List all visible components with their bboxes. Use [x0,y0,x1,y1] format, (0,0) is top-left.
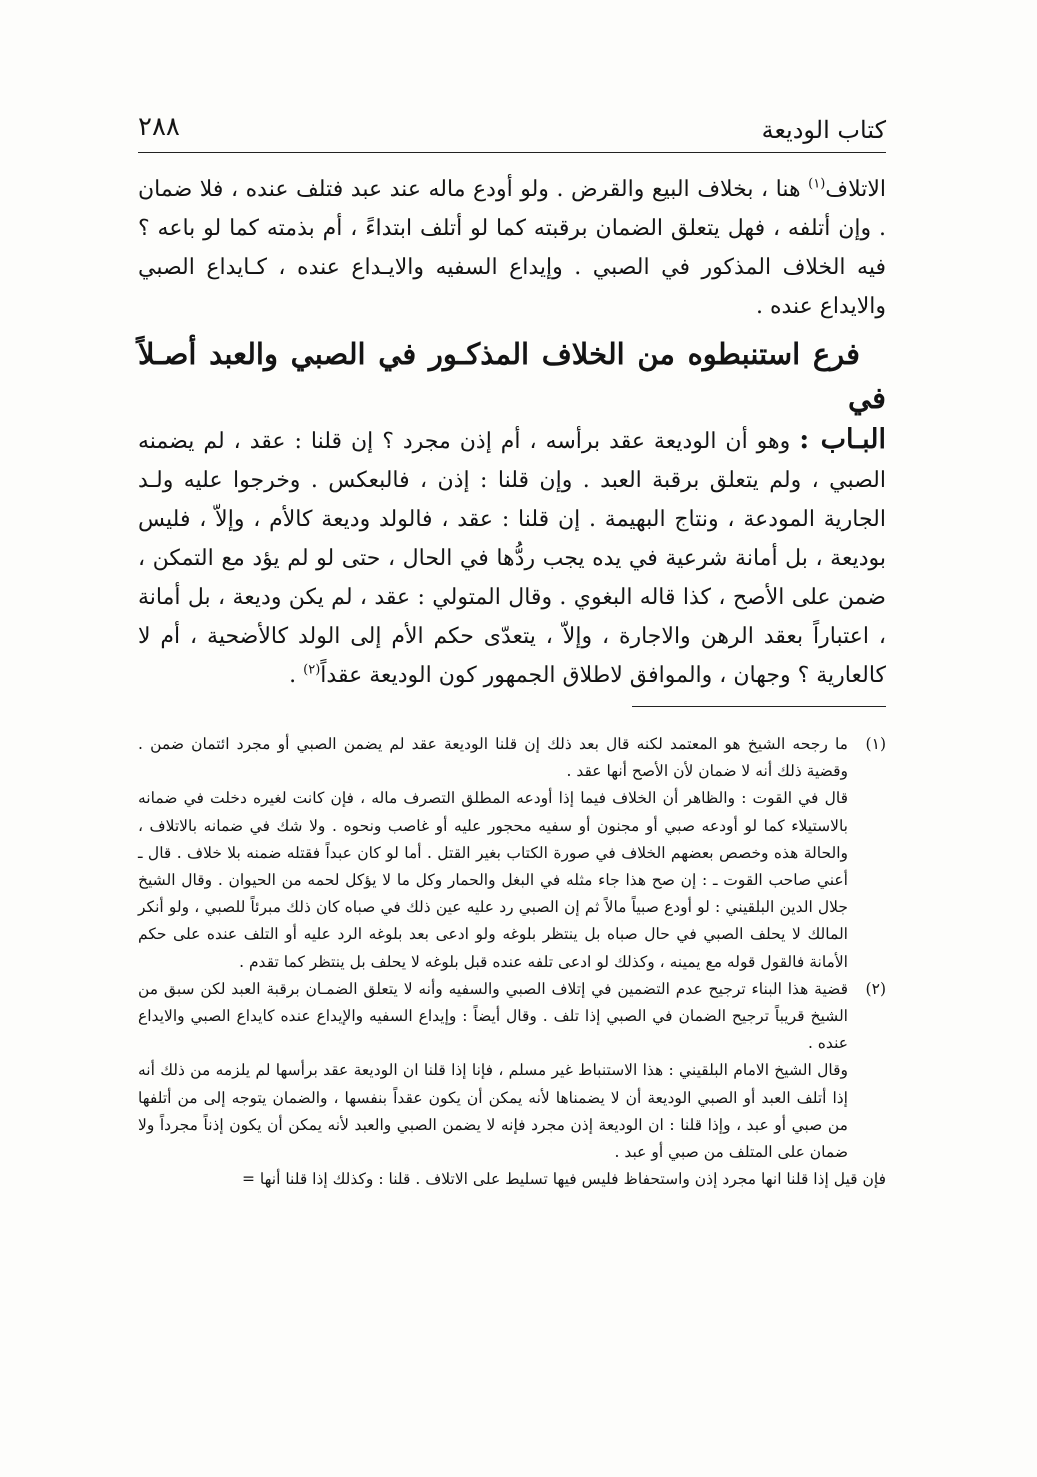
footnote-ref-2: (٢) [303,662,321,678]
footnote-2 [138,976,886,1058]
footnote-2-last-line: فإن قيل إذا قلنا انها مجرد إذن واستحفاظ فليس فيها تسليط على الاتلاف . قلنا : وكذلك إذا قلنا أنها = [241,1170,886,1189]
footnote-2-text: قضية هذا البناء ترجيح عدم التضمين في إتلاف الصبي والسفيه وأنه لا يتعلق الضمـان برقبة العبد لكن سبق من الشيخ قريباً ترجيح الضمان في الصبي إذا تلف . وقال أيضاً : وإيداع السفيه والإيداع عنده كايداع الصبي والايداع عنده . [138,979,848,1053]
paragraph-1-text: هنا ، بخلاف البيع والقرض . ولو أودع ماله عند عبد فتلف عنده ، فلا ضمان . وإن أتلفه ، فهل يتعلق الضمان برقبته كما لو أتلف ابتداءً ، أم بذمته كما لو باعه ؟ فيه الخلاف المذكور في الصبي . وإيداع السفيه والايـداع عنده ، كـايداع الصبي والايداع عنده . [138,177,886,319]
footnote-2-number: (٢) [865,979,886,998]
paragraph-2 [138,420,886,695]
paragraph-2-end: . [289,663,304,688]
paragraph-2-lead: البـاب : [799,424,886,455]
paragraph-2-text: وهو أن الوديعة عقد برأسه ، أم إذن مجرد ؟ إن قلنا : عقد ، لم يضمنه الصبي ، ولم يتعلق برقبة العبد . وإن قلنا : إذن ، فالبعكس . وخرجوا عليه ولـد الجارية المودعة ، ونتاج البهيمة . إن قلنا : عقد ، فالولد وديعة كالأم ، وإلاّ ، فليس بوديعة ، بل أمانة شرعية في يده يجب ردُّها في الحال ، حتى لو لم يؤد مع التمكن ، ضمن على الأصح ، كذا قاله البغوي . وقال المتولي : عقد ، لم يكن وديعة ، بل أمانة ، اعتباراً بعقد الرهن والاجارة ، وإلاّ ، يتعدّى حكم الأم إلى الولد كالأضحية ، أم لا كالعارية ؟ وجهان ، والموافق لاطلاق الجمهور كون الوديعة عقداً [138,429,886,688]
paragraph-1-start: الاتلاف [825,177,886,202]
section-heading: فرع استنبطوه من الخلاف المذكـور في الصبي والعبد أصـلاً في [138,337,886,415]
footnote-divider [632,706,886,707]
footnote-1-number: (١) [865,735,886,753]
footnote-1 [138,731,886,785]
footnote-1-text: ما رجحه الشيخ هو المعتمد لكنه قال بعد ذلك إن قلنا الوديعة عقد لم يضمن الصبي أو مجرد ائتمان ضمن . وقضية ذلك أنه لا ضمان لأن الأصح أنها عقد . [138,735,848,781]
paragraph-1 [138,170,886,326]
running-title: كتاب الوديعة [761,116,886,144]
footnote-2-continuation: وقال الشيخ الامام البلقيني : هذا الاستنباط غير مسلم ، فإنا إذا قلنا ان الوديعة عقد برأسها لم يلزمه من ذلك أنه إذا أتلف العبد أو الصبي الوديعة أن لا يضمناها لأنه يمكن أن يكون عقداً بنفسها ، والضمان يتوجه إلى من أتلفها من صبي أو عبد ، وإذا قلنا : ان الوديعة إذن مجرد فإنه لا يضمن الصبي والعبد لأنه يمكن أن يكون إذناً مجرداً ولا ضمان على المتلف من صبي أو عبد . [138,1061,848,1162]
main-text [138,170,886,695]
footnote-1-continuation: قال في القوت : والظاهر أن الخلاف فيما إذا أودعه المطلق التصرف ماله ، فإن كانت لغيره دخلت في ضمانه بالاستيلاء كما لو أودعه صبي أو مجنون أو سفيه محجور عليه أو غاصب ونحوه . ولا شك في ضمانه بالاتلاف ، والحالة هذه وخصص بعضهم الخلاف في صورة الكتاب بغير القتل . أما لو كان عبداً فقتله ضمنه بلا خلاف . قال ـ أعني صاحب القوت ـ : إن صح هذا جاء مثله في البغل والحمار وكل ما لا يؤكل لحمه من الحيوان . وقال الشيخ جلال الدين البلقيني : لو أودع صبياً مالاً ثم إن الصبي رد عليه عين ذلك في صباه كان ذلك مبرئاً للصبي ، ولو أنكر المالك لا يحلف الصبي في حال صباه بل ينتظر بلوغه ولو ادعى بعد بلوغه الرد عليه أو التلف عنده على حكم الأمانة فالقول قوله مع يمينه ، وكذلك لو ادعى تلفه عنده قبل بلوغه لا يحلف بل ينتظر كما تقدم . [138,789,848,971]
page-header [138,112,886,153]
footnotes [138,731,886,1193]
page-number: ٢٨٨ [138,112,180,142]
footnote-ref-1: (١) [808,176,826,192]
